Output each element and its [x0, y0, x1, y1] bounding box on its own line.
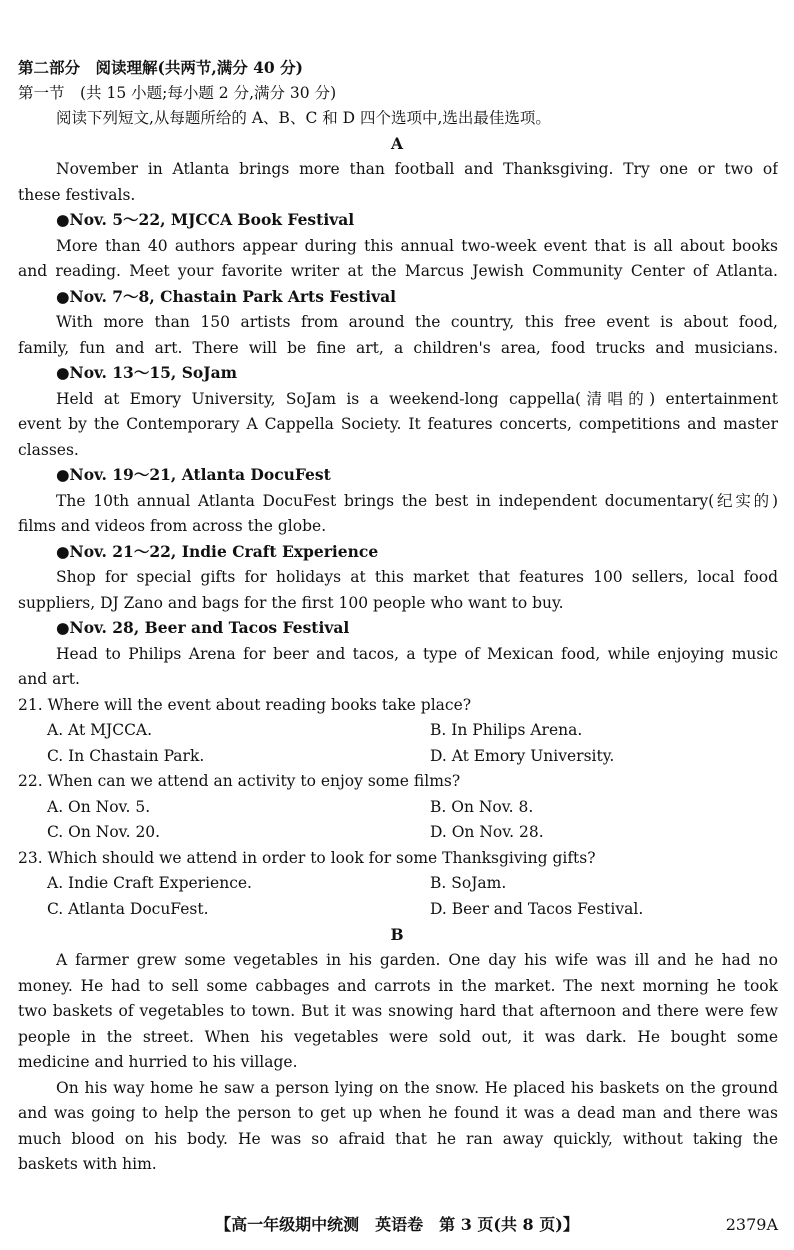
passage-b-line: baskets with him. [18, 1155, 157, 1173]
question-option: C. On Nov. 20. [47, 823, 161, 841]
question-option: A. Indie Craft Experience. [47, 874, 252, 892]
passage-b-line: money. He had to sell some cabbages and carrots in the market. The next morning he took [18, 977, 778, 995]
instruction: 阅读下列短文,从每题所给的 A、B、C 和 D 四个选项中,选出最佳选项。 [56, 109, 551, 127]
event-line: Head to Philips Arena for beer and tacos, a type of Mexican food, while enjoying music [56, 645, 778, 663]
question-stem: 22. When can we attend an activity to enjoy some films? [18, 772, 461, 790]
passage-a-intro-line: these festivals. [18, 186, 136, 204]
footer-page-info: 【高一年级期中统测 英语卷 第 3 页(共 8 页)】 [215, 1215, 579, 1234]
event-title: ●Nov. 19～21, Atlanta DocuFest [56, 465, 331, 484]
footer-paper-code: 2379A [725, 1215, 778, 1234]
question-option: B. SoJam. [430, 874, 507, 892]
event-line: Held at Emory University, SoJam is a weekend-long cappella(清唱的) entertainment [56, 390, 778, 408]
event-title: ●Nov. 5～22, MJCCA Book Festival [56, 210, 355, 229]
passage-b-label: B [390, 925, 404, 944]
section-heading: 第一节 (共 15 小题;每小题 2 分,满分 30 分) [18, 84, 337, 102]
event-title: ●Nov. 13～15, SoJam [56, 363, 238, 382]
question-stem: 21. Where will the event about reading books take place? [18, 696, 472, 714]
question-option: B. In Philips Arena. [430, 721, 583, 739]
event-line: and reading. Meet your favorite writer at the Marcus Jewish Community Center of Atlanta. [18, 262, 778, 280]
passage-b-line: two baskets of vegetables to town. But it was snowing hard that afternoon and there were few [18, 1002, 778, 1020]
passage-b-line: A farmer grew some vegetables in his garden. One day his wife was ill and he had no [56, 951, 778, 969]
event-title: ●Nov. 21～22, Indie Craft Experience [56, 542, 379, 561]
part-heading: 第二部分 阅读理解(共两节,满分 40 分) [18, 58, 303, 77]
question-option: D. At Emory University. [430, 747, 615, 765]
passage-b-line: much blood on his body. He was so afraid that he ran away quickly, without taking the [18, 1130, 778, 1148]
event-line: and art. [18, 670, 80, 688]
event-line: The 10th annual Atlanta DocuFest brings the best in independent documentary(纪实的) [56, 492, 778, 510]
passage-a-label: A [390, 134, 404, 153]
event-line: With more than 150 artists from around the country, this free event is about food, [56, 313, 778, 331]
event-line: family, fun and art. There will be fine art, a children's area, food trucks and musicians. [18, 339, 778, 357]
event-line: More than 40 authors appear during this annual two-week event that is all about books [56, 237, 778, 255]
event-line: films and videos from across the globe. [18, 517, 327, 535]
passage-b-line: and was going to help the person to get up when he found it was a dead man and there was [18, 1104, 778, 1122]
question-option: A. On Nov. 5. [47, 798, 151, 816]
event-title: ●Nov. 28, Beer and Tacos Festival [56, 618, 350, 637]
passage-b-line: medicine and hurried to his village. [18, 1053, 298, 1071]
question-option: D. On Nov. 28. [430, 823, 544, 841]
event-line: Shop for special gifts for holidays at this market that features 100 sellers, local food [56, 568, 778, 586]
event-line: classes. [18, 441, 79, 459]
question-option: B. On Nov. 8. [430, 798, 534, 816]
question-option: C. Atlanta DocuFest. [47, 900, 209, 918]
question-stem: 23. Which should we attend in order to look for some Thanksgiving gifts? [18, 849, 596, 867]
event-line: suppliers, DJ Zano and bags for the first 100 people who want to buy. [18, 594, 564, 612]
page-footer [0, 1212, 794, 1238]
event-title: ●Nov. 7～8, Chastain Park Arts Festival [56, 287, 397, 306]
question-option: A. At MJCCA. [47, 721, 153, 739]
passage-a-intro-line: November in Atlanta brings more than football and Thanksgiving. Try one or two of [56, 160, 778, 178]
passage-b-line: On his way home he saw a person lying on the snow. He placed his baskets on the ground [56, 1079, 778, 1097]
event-line: event by the Contemporary A Cappella Society. It features concerts, competitions and master [18, 415, 778, 433]
question-option: D. Beer and Tacos Festival. [430, 900, 644, 918]
question-option: C. In Chastain Park. [47, 747, 205, 765]
passage-b-line: people in the street. When his vegetables were sold out, it was dark. He bought some [18, 1028, 778, 1046]
